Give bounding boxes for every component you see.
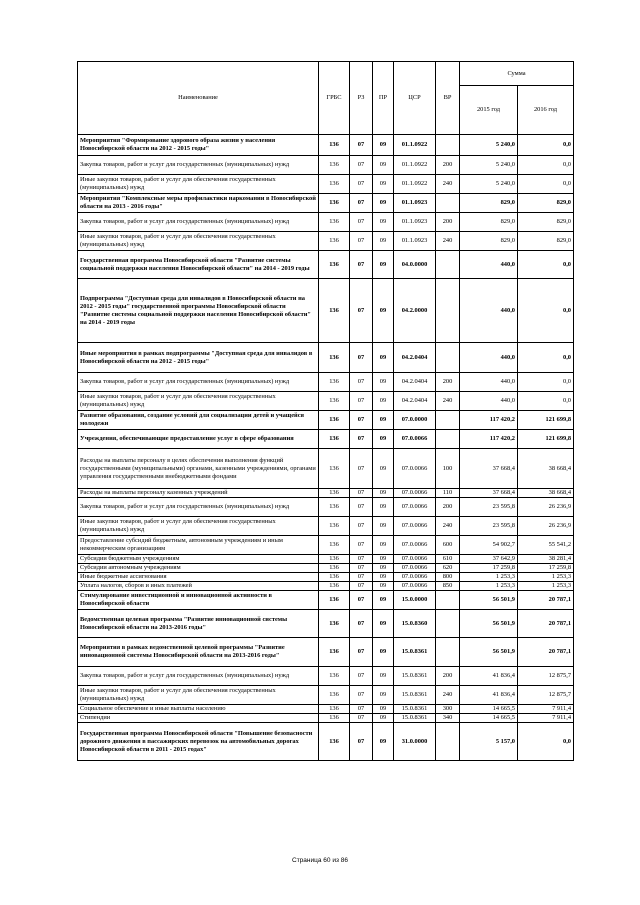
cell-vr bbox=[436, 411, 460, 430]
cell-vr: 110 bbox=[436, 489, 460, 498]
cell-csr: 07.0.0066 bbox=[394, 489, 436, 498]
cell-2016: 829,0 bbox=[518, 213, 574, 232]
cell-pr: 09 bbox=[373, 135, 394, 156]
cell-2016: 0,0 bbox=[518, 343, 574, 373]
cell-2016: 829,0 bbox=[518, 232, 574, 251]
cell-pr: 09 bbox=[373, 498, 394, 517]
cell-name: Мероприятия в рамках ведомственной целевой программы "Развитие инновационной системы Новосибирской области на 2013-2016 годы" bbox=[78, 638, 319, 667]
cell-2015: 37 668,4 bbox=[460, 489, 518, 498]
cell-2015: 56 501,9 bbox=[460, 591, 518, 610]
cell-name: Субсидии бюджетным учреждениям bbox=[78, 555, 319, 564]
cell-pr: 09 bbox=[373, 517, 394, 536]
table-row bbox=[78, 373, 574, 392]
cell-vr: 200 bbox=[436, 213, 460, 232]
cell-grbs: 136 bbox=[319, 555, 350, 564]
cell-grbs: 136 bbox=[319, 213, 350, 232]
cell-name: Иные закупки товаров, работ и услуг для обеспечения государственных (муниципальных) нужд bbox=[78, 175, 319, 194]
cell-csr: 15.0.8361 bbox=[394, 705, 436, 714]
cell-2016: 1 253,3 bbox=[518, 573, 574, 582]
cell-grbs: 136 bbox=[319, 591, 350, 610]
cell-csr: 07.0.0066 bbox=[394, 573, 436, 582]
cell-name: Иные закупки товаров, работ и услуг для обеспечения государственных (муниципальных) нужд bbox=[78, 392, 319, 411]
cell-2016: 0,0 bbox=[518, 723, 574, 761]
cell-name: Государственная программа Новосибирской области "Повышение безопасности дорожного движения в пассажирских перевозок на автомобильных дорогах Новосибирской области в 2011 - 2015 годах" bbox=[78, 723, 319, 761]
cell-csr: 01.1.0922 bbox=[394, 135, 436, 156]
cell-2016: 7 911,4 bbox=[518, 705, 574, 714]
col-header-csr: ЦСР bbox=[394, 62, 436, 135]
table-row bbox=[78, 610, 574, 638]
table-row bbox=[78, 213, 574, 232]
cell-vr bbox=[436, 135, 460, 156]
cell-csr: 07.0.0066 bbox=[394, 430, 436, 449]
cell-name: Закупка товаров, работ и услуг для государственных (муниципальных) нужд bbox=[78, 498, 319, 517]
table-row bbox=[78, 156, 574, 175]
cell-vr bbox=[436, 723, 460, 761]
cell-pr: 09 bbox=[373, 686, 394, 705]
cell-pr: 09 bbox=[373, 343, 394, 373]
cell-2015: 440,0 bbox=[460, 343, 518, 373]
cell-csr: 07.0.0066 bbox=[394, 536, 436, 555]
cell-vr bbox=[436, 638, 460, 667]
cell-name: Государственная программа Новосибирской области "Развитие системы социальной поддержки населения Новосибирской области" на 2014 - 2019 годы bbox=[78, 251, 319, 279]
cell-vr: 600 bbox=[436, 536, 460, 555]
cell-name: Закупка товаров, работ и услуг для государственных (муниципальных) нужд bbox=[78, 667, 319, 686]
cell-vr: 300 bbox=[436, 705, 460, 714]
cell-2016: 0,0 bbox=[518, 279, 574, 343]
cell-rz: 07 bbox=[350, 279, 373, 343]
cell-csr: 15.0.8361 bbox=[394, 686, 436, 705]
cell-name: Развитие образования, создание условий для социализации детей и учащейся молодежи bbox=[78, 411, 319, 430]
cell-2016: 55 541,2 bbox=[518, 536, 574, 555]
cell-2015: 17 259,8 bbox=[460, 564, 518, 573]
cell-grbs: 136 bbox=[319, 582, 350, 591]
cell-2015: 41 836,4 bbox=[460, 686, 518, 705]
cell-2016: 0,0 bbox=[518, 135, 574, 156]
cell-name: Иные бюджетные ассигнования bbox=[78, 573, 319, 582]
cell-2016: 121 699,8 bbox=[518, 411, 574, 430]
cell-2015: 829,0 bbox=[460, 232, 518, 251]
table-row bbox=[78, 175, 574, 194]
table-row bbox=[78, 232, 574, 251]
cell-name: Иные закупки товаров, работ и услуг для обеспечения государственных (муниципальных) нужд bbox=[78, 686, 319, 705]
table-row bbox=[78, 489, 574, 498]
cell-csr: 04.2.0000 bbox=[394, 279, 436, 343]
col-header-2015: 2015 год bbox=[460, 86, 518, 135]
cell-pr: 09 bbox=[373, 373, 394, 392]
cell-csr: 07.0.0066 bbox=[394, 582, 436, 591]
cell-2015: 37 642,9 bbox=[460, 555, 518, 564]
cell-rz: 07 bbox=[350, 573, 373, 582]
page-number: Страница 60 из 86 bbox=[292, 857, 348, 864]
col-header-sum: Сумма bbox=[460, 62, 574, 86]
cell-grbs: 136 bbox=[319, 714, 350, 723]
cell-vr: 200 bbox=[436, 373, 460, 392]
table-row bbox=[78, 251, 574, 279]
cell-vr bbox=[436, 610, 460, 638]
cell-2016: 26 236,9 bbox=[518, 517, 574, 536]
cell-2016: 12 875,7 bbox=[518, 667, 574, 686]
cell-rz: 07 bbox=[350, 610, 373, 638]
cell-grbs: 136 bbox=[319, 392, 350, 411]
cell-pr: 09 bbox=[373, 536, 394, 555]
cell-grbs: 136 bbox=[319, 175, 350, 194]
cell-2015: 56 501,9 bbox=[460, 610, 518, 638]
cell-pr: 09 bbox=[373, 573, 394, 582]
table-row bbox=[78, 714, 574, 723]
col-header-name: Наименование bbox=[78, 62, 319, 135]
cell-2015: 5 240,0 bbox=[460, 175, 518, 194]
cell-csr: 15.0.8360 bbox=[394, 610, 436, 638]
cell-vr: 240 bbox=[436, 175, 460, 194]
cell-rz: 07 bbox=[350, 175, 373, 194]
cell-pr: 09 bbox=[373, 564, 394, 573]
cell-grbs: 136 bbox=[319, 686, 350, 705]
cell-grbs: 136 bbox=[319, 705, 350, 714]
table-body bbox=[78, 135, 574, 761]
cell-grbs: 136 bbox=[319, 251, 350, 279]
cell-2015: 54 902,7 bbox=[460, 536, 518, 555]
cell-name: Иные закупки товаров, работ и услуг для обеспечения государственных (муниципальных) нужд bbox=[78, 517, 319, 536]
cell-name: Подпрограмма "Доступная среда для инвалидов в Новосибирской области на 2012 - 2015 годы" государственной программы Новосибирской области "Развитие системы социальной поддержки населения Новосибирской области" на 2014 - 2019 годы bbox=[78, 279, 319, 343]
cell-2016: 829,0 bbox=[518, 194, 574, 213]
cell-vr bbox=[436, 591, 460, 610]
cell-name: Ведомственная целевая программа "Развитие инновационной системы Новосибирской области на 2013-2016 годы" bbox=[78, 610, 319, 638]
cell-pr: 09 bbox=[373, 723, 394, 761]
cell-grbs: 136 bbox=[319, 343, 350, 373]
table-row bbox=[78, 411, 574, 430]
cell-name: Расходы на выплаты персоналу казенных учреждений bbox=[78, 489, 319, 498]
cell-rz: 07 bbox=[350, 705, 373, 714]
cell-2015: 56 501,9 bbox=[460, 638, 518, 667]
cell-2016: 26 236,9 bbox=[518, 498, 574, 517]
cell-csr: 01.1.0922 bbox=[394, 175, 436, 194]
cell-rz: 07 bbox=[350, 135, 373, 156]
cell-vr: 240 bbox=[436, 686, 460, 705]
cell-2015: 117 420,2 bbox=[460, 430, 518, 449]
cell-vr: 240 bbox=[436, 392, 460, 411]
table-row bbox=[78, 279, 574, 343]
cell-vr: 850 bbox=[436, 582, 460, 591]
cell-2016: 1 253,3 bbox=[518, 582, 574, 591]
cell-2015: 14 665,5 bbox=[460, 705, 518, 714]
cell-name: Стипендии bbox=[78, 714, 319, 723]
cell-vr: 200 bbox=[436, 156, 460, 175]
cell-name: Предоставление субсидий бюджетным, автономным учреждениям и иным некоммерческим организациям bbox=[78, 536, 319, 555]
cell-2016: 38 668,4 bbox=[518, 489, 574, 498]
cell-grbs: 136 bbox=[319, 638, 350, 667]
cell-2015: 23 595,8 bbox=[460, 517, 518, 536]
cell-name: Стимулирование инвестиционной и инновационной активности в Новосибирской области bbox=[78, 591, 319, 610]
table-row bbox=[78, 591, 574, 610]
cell-2016: 0,0 bbox=[518, 373, 574, 392]
cell-vr bbox=[436, 279, 460, 343]
cell-rz: 07 bbox=[350, 194, 373, 213]
cell-2016: 0,0 bbox=[518, 392, 574, 411]
cell-pr: 09 bbox=[373, 489, 394, 498]
cell-name: Закупка товаров, работ и услуг для государственных (муниципальных) нужд bbox=[78, 156, 319, 175]
cell-pr: 09 bbox=[373, 279, 394, 343]
table-row bbox=[78, 555, 574, 564]
cell-vr: 620 bbox=[436, 564, 460, 573]
cell-rz: 07 bbox=[350, 582, 373, 591]
cell-grbs: 136 bbox=[319, 489, 350, 498]
cell-csr: 04.2.0404 bbox=[394, 343, 436, 373]
cell-vr: 340 bbox=[436, 714, 460, 723]
table-row bbox=[78, 723, 574, 761]
col-header-rz: РЗ bbox=[350, 62, 373, 135]
table-row bbox=[78, 430, 574, 449]
cell-2016: 17 259,8 bbox=[518, 564, 574, 573]
cell-2015: 440,0 bbox=[460, 373, 518, 392]
cell-pr: 09 bbox=[373, 251, 394, 279]
table-row bbox=[78, 517, 574, 536]
cell-vr bbox=[436, 194, 460, 213]
cell-vr: 240 bbox=[436, 232, 460, 251]
cell-pr: 09 bbox=[373, 449, 394, 489]
cell-rz: 07 bbox=[350, 343, 373, 373]
cell-rz: 07 bbox=[350, 536, 373, 555]
table-row bbox=[78, 638, 574, 667]
cell-2016: 20 787,1 bbox=[518, 591, 574, 610]
cell-pr: 09 bbox=[373, 392, 394, 411]
cell-2015: 1 253,3 bbox=[460, 582, 518, 591]
cell-name: Мероприятия "Формирование здорового образа жизни у населения Новосибирской области на 2012 - 2015 годы" bbox=[78, 135, 319, 156]
cell-pr: 09 bbox=[373, 232, 394, 251]
cell-rz: 07 bbox=[350, 489, 373, 498]
cell-name: Иные мероприятия в рамках подпрограммы "Доступная среда для инвалидов в Новосибирской области на 2012 - 2015 годы" bbox=[78, 343, 319, 373]
cell-rz: 07 bbox=[350, 638, 373, 667]
cell-pr: 09 bbox=[373, 156, 394, 175]
cell-2015: 5 240,0 bbox=[460, 135, 518, 156]
cell-2015: 440,0 bbox=[460, 279, 518, 343]
cell-rz: 07 bbox=[350, 251, 373, 279]
cell-csr: 31.0.0000 bbox=[394, 723, 436, 761]
cell-2016: 20 787,1 bbox=[518, 638, 574, 667]
cell-name: Субсидии автономным учреждениям bbox=[78, 564, 319, 573]
table-row bbox=[78, 135, 574, 156]
cell-pr: 09 bbox=[373, 411, 394, 430]
cell-csr: 07.0.0066 bbox=[394, 555, 436, 564]
cell-csr: 07.0.0066 bbox=[394, 517, 436, 536]
cell-pr: 09 bbox=[373, 175, 394, 194]
cell-rz: 07 bbox=[350, 411, 373, 430]
cell-name: Расходы на выплаты персоналу в целях обеспечения выполнения функций государственными (муниципальными) органами, казенными учреждениями, органами управления государственными внебюджетными фондами bbox=[78, 449, 319, 489]
cell-rz: 07 bbox=[350, 564, 373, 573]
cell-csr: 15.0.8361 bbox=[394, 714, 436, 723]
cell-vr: 240 bbox=[436, 517, 460, 536]
table-row bbox=[78, 343, 574, 373]
table-row bbox=[78, 392, 574, 411]
cell-2016: 7 911,4 bbox=[518, 714, 574, 723]
cell-rz: 07 bbox=[350, 498, 373, 517]
cell-grbs: 136 bbox=[319, 232, 350, 251]
col-header-vr: ВР bbox=[436, 62, 460, 135]
cell-2015: 23 595,8 bbox=[460, 498, 518, 517]
cell-vr: 610 bbox=[436, 555, 460, 564]
cell-2016: 0,0 bbox=[518, 251, 574, 279]
cell-csr: 01.1.0923 bbox=[394, 232, 436, 251]
cell-grbs: 136 bbox=[319, 279, 350, 343]
cell-2015: 829,0 bbox=[460, 194, 518, 213]
cell-rz: 07 bbox=[350, 723, 373, 761]
table-row bbox=[78, 498, 574, 517]
cell-2015: 14 665,5 bbox=[460, 714, 518, 723]
table-row bbox=[78, 564, 574, 573]
cell-2015: 1 253,3 bbox=[460, 573, 518, 582]
cell-rz: 07 bbox=[350, 517, 373, 536]
cell-2015: 829,0 bbox=[460, 213, 518, 232]
table-row bbox=[78, 449, 574, 489]
cell-2015: 440,0 bbox=[460, 251, 518, 279]
cell-name: Закупка товаров, работ и услуг для государственных (муниципальных) нужд bbox=[78, 373, 319, 392]
cell-rz: 07 bbox=[350, 667, 373, 686]
cell-pr: 09 bbox=[373, 213, 394, 232]
budget-table bbox=[77, 61, 574, 761]
cell-vr: 100 bbox=[436, 449, 460, 489]
cell-pr: 09 bbox=[373, 430, 394, 449]
table-row bbox=[78, 705, 574, 714]
cell-grbs: 136 bbox=[319, 667, 350, 686]
cell-2016: 0,0 bbox=[518, 156, 574, 175]
cell-grbs: 136 bbox=[319, 373, 350, 392]
col-header-pr: ПР bbox=[373, 62, 394, 135]
cell-vr: 800 bbox=[436, 573, 460, 582]
cell-rz: 07 bbox=[350, 555, 373, 564]
cell-2016: 121 699,8 bbox=[518, 430, 574, 449]
cell-pr: 09 bbox=[373, 194, 394, 213]
cell-rz: 07 bbox=[350, 392, 373, 411]
cell-csr: 15.0.0000 bbox=[394, 591, 436, 610]
cell-rz: 07 bbox=[350, 591, 373, 610]
cell-pr: 09 bbox=[373, 638, 394, 667]
cell-2016: 38 668,4 bbox=[518, 449, 574, 489]
cell-csr: 01.1.0923 bbox=[394, 213, 436, 232]
cell-csr: 04.2.0404 bbox=[394, 373, 436, 392]
cell-pr: 09 bbox=[373, 555, 394, 564]
cell-rz: 07 bbox=[350, 213, 373, 232]
cell-grbs: 136 bbox=[319, 723, 350, 761]
cell-name: Учреждения, обеспечивающие предоставление услуг в сфере образования bbox=[78, 430, 319, 449]
cell-rz: 07 bbox=[350, 686, 373, 705]
cell-rz: 07 bbox=[350, 373, 373, 392]
cell-2015: 37 668,4 bbox=[460, 449, 518, 489]
cell-name: Иные закупки товаров, работ и услуг для обеспечения государственных (муниципальных) нужд bbox=[78, 232, 319, 251]
table-row bbox=[78, 573, 574, 582]
cell-rz: 07 bbox=[350, 156, 373, 175]
cell-grbs: 136 bbox=[319, 498, 350, 517]
cell-name: Социальное обеспечение и иные выплаты населению bbox=[78, 705, 319, 714]
cell-csr: 01.1.0923 bbox=[394, 194, 436, 213]
cell-grbs: 136 bbox=[319, 156, 350, 175]
cell-grbs: 136 bbox=[319, 449, 350, 489]
cell-csr: 04.2.0404 bbox=[394, 392, 436, 411]
cell-2015: 5 157,0 bbox=[460, 723, 518, 761]
table-row bbox=[78, 582, 574, 591]
cell-grbs: 136 bbox=[319, 517, 350, 536]
cell-pr: 09 bbox=[373, 582, 394, 591]
cell-2016: 38 281,4 bbox=[518, 555, 574, 564]
table-row bbox=[78, 194, 574, 213]
cell-pr: 09 bbox=[373, 714, 394, 723]
cell-2015: 41 836,4 bbox=[460, 667, 518, 686]
cell-2016: 0,0 bbox=[518, 175, 574, 194]
cell-pr: 09 bbox=[373, 705, 394, 714]
cell-name: Мероприятия "Комплексные меры профилактики наркомании в Новосибирской области на 2013 - 2016 годы" bbox=[78, 194, 319, 213]
cell-grbs: 136 bbox=[319, 411, 350, 430]
cell-csr: 04.0.0000 bbox=[394, 251, 436, 279]
cell-grbs: 136 bbox=[319, 194, 350, 213]
cell-pr: 09 bbox=[373, 610, 394, 638]
col-header-2016: 2016 год bbox=[518, 86, 574, 135]
cell-vr bbox=[436, 343, 460, 373]
cell-csr: 01.1.0922 bbox=[394, 156, 436, 175]
cell-rz: 07 bbox=[350, 430, 373, 449]
cell-rz: 07 bbox=[350, 449, 373, 489]
cell-vr bbox=[436, 251, 460, 279]
cell-2015: 117 420,2 bbox=[460, 411, 518, 430]
cell-csr: 07.0.0066 bbox=[394, 449, 436, 489]
cell-name: Закупка товаров, работ и услуг для государственных (муниципальных) нужд bbox=[78, 213, 319, 232]
cell-2015: 5 240,0 bbox=[460, 156, 518, 175]
cell-csr: 07.0.0066 bbox=[394, 498, 436, 517]
cell-vr: 200 bbox=[436, 667, 460, 686]
cell-rz: 07 bbox=[350, 232, 373, 251]
cell-csr: 15.0.8361 bbox=[394, 638, 436, 667]
cell-vr bbox=[436, 430, 460, 449]
cell-grbs: 136 bbox=[319, 610, 350, 638]
cell-vr: 200 bbox=[436, 498, 460, 517]
cell-rz: 07 bbox=[350, 714, 373, 723]
table-row bbox=[78, 667, 574, 686]
cell-grbs: 136 bbox=[319, 573, 350, 582]
cell-grbs: 136 bbox=[319, 430, 350, 449]
cell-grbs: 136 bbox=[319, 135, 350, 156]
cell-name: Уплата налогов, сборов и иных платежей bbox=[78, 582, 319, 591]
cell-grbs: 136 bbox=[319, 536, 350, 555]
table-row bbox=[78, 686, 574, 705]
cell-pr: 09 bbox=[373, 591, 394, 610]
cell-csr: 07.0.0066 bbox=[394, 564, 436, 573]
col-header-grbs: ГРБС bbox=[319, 62, 350, 135]
cell-csr: 07.0.0000 bbox=[394, 411, 436, 430]
cell-csr: 15.0.8361 bbox=[394, 667, 436, 686]
cell-2016: 20 787,1 bbox=[518, 610, 574, 638]
cell-2015: 440,0 bbox=[460, 392, 518, 411]
cell-grbs: 136 bbox=[319, 564, 350, 573]
table-row bbox=[78, 536, 574, 555]
cell-pr: 09 bbox=[373, 667, 394, 686]
cell-2016: 12 875,7 bbox=[518, 686, 574, 705]
